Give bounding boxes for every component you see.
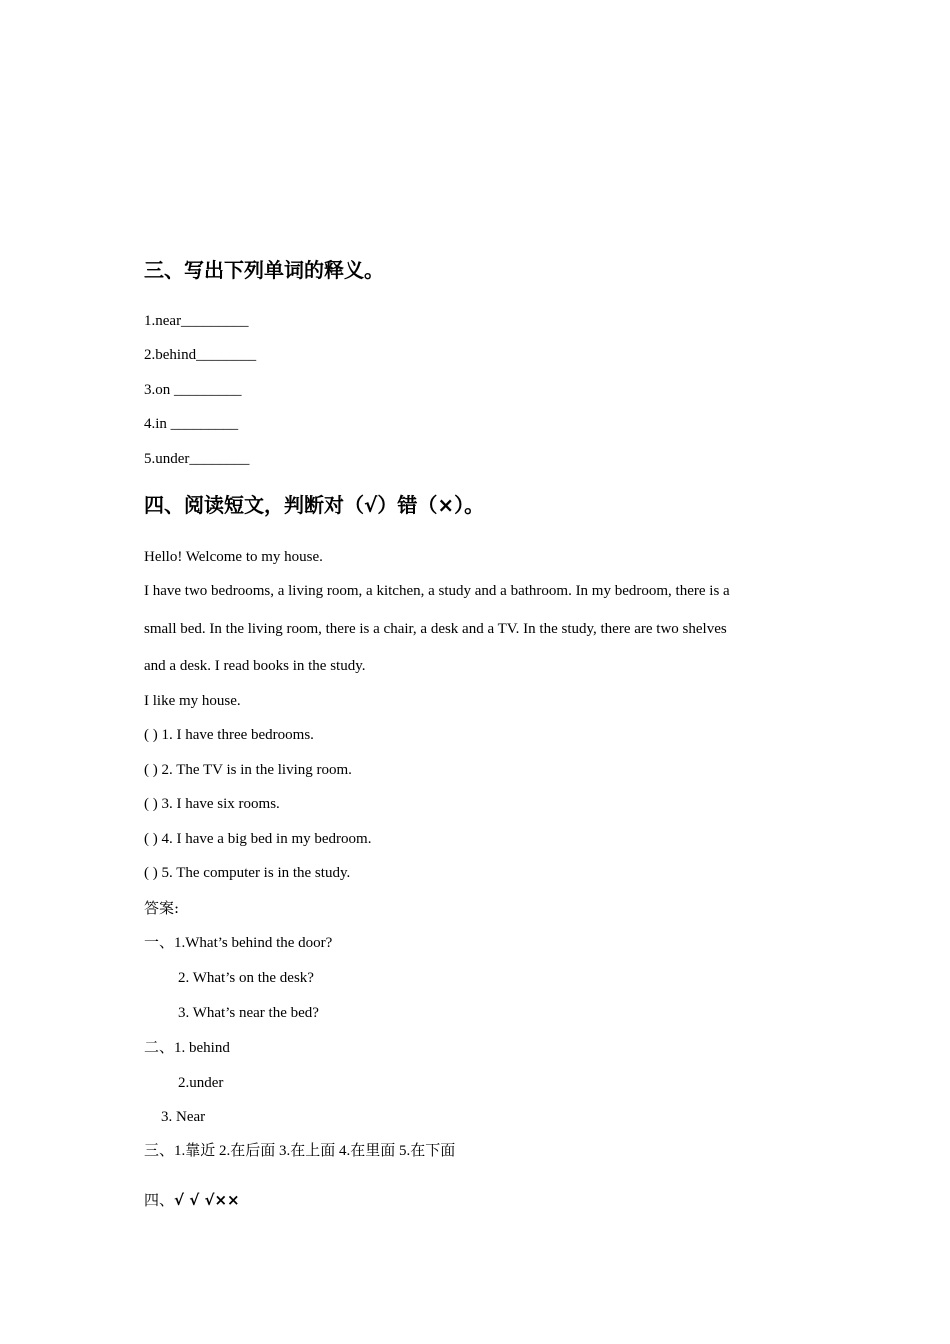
question-1: ( ) 1. I have three bedrooms. bbox=[144, 727, 314, 743]
section3-heading: 三、写出下列单词的释义。 bbox=[144, 258, 384, 282]
vocab-item-2: 2.behind________ bbox=[144, 347, 257, 363]
question-3: ( ) 3. I have six rooms. bbox=[144, 796, 280, 812]
section4-heading: 四、阅读短文，判断对（√）错（×）。 bbox=[144, 493, 485, 517]
answers-label: 答案: bbox=[144, 899, 180, 917]
passage-closing: I like my house. bbox=[144, 693, 241, 709]
answer-4 bbox=[144, 1190, 240, 1211]
vocab-item-4: 4.in _________ bbox=[144, 416, 239, 432]
passage-line-1: I have two bedrooms, a living room, a kitchen, a study and a bathroom. In my bedroom, there is a bbox=[144, 583, 730, 599]
answer-2-3: 3. Near bbox=[161, 1109, 206, 1125]
question-2: ( ) 2. The TV is in the living room. bbox=[144, 762, 352, 778]
answer-4-prefix: 四、 bbox=[144, 1193, 175, 1209]
vocab-item-5: 5.under________ bbox=[144, 451, 250, 467]
answer-4-marks: √ √ √×× bbox=[174, 1191, 240, 1209]
vocab-item-1: 1.near_________ bbox=[144, 313, 249, 329]
answer-2-2: 2.under bbox=[178, 1075, 224, 1091]
answer-3: 三、1.靠近 2.在后面 3.在上面 4.在里面 5.在下面 bbox=[144, 1143, 456, 1159]
answer-1-1: 一、1.What’s behind the door? bbox=[144, 935, 333, 951]
vocab-item-3: 3.on _________ bbox=[144, 382, 242, 398]
passage-line-2: small bed. In the living room, there is a chair, a desk and a TV. In the study, there are two shelves bbox=[144, 621, 727, 637]
passage-line-3: and a desk. I read books in the study. bbox=[144, 658, 366, 674]
answer-2-1: 二、1. behind bbox=[144, 1040, 230, 1056]
question-4: ( ) 4. I have a big bed in my bedroom. bbox=[144, 831, 372, 847]
passage-greeting: Hello! Welcome to my house. bbox=[144, 549, 323, 565]
answer-1-3: 3. What’s near the bed? bbox=[178, 1005, 319, 1021]
answer-1-2: 2. What’s on the desk? bbox=[178, 970, 314, 986]
question-5: ( ) 5. The computer is in the study. bbox=[144, 865, 351, 881]
